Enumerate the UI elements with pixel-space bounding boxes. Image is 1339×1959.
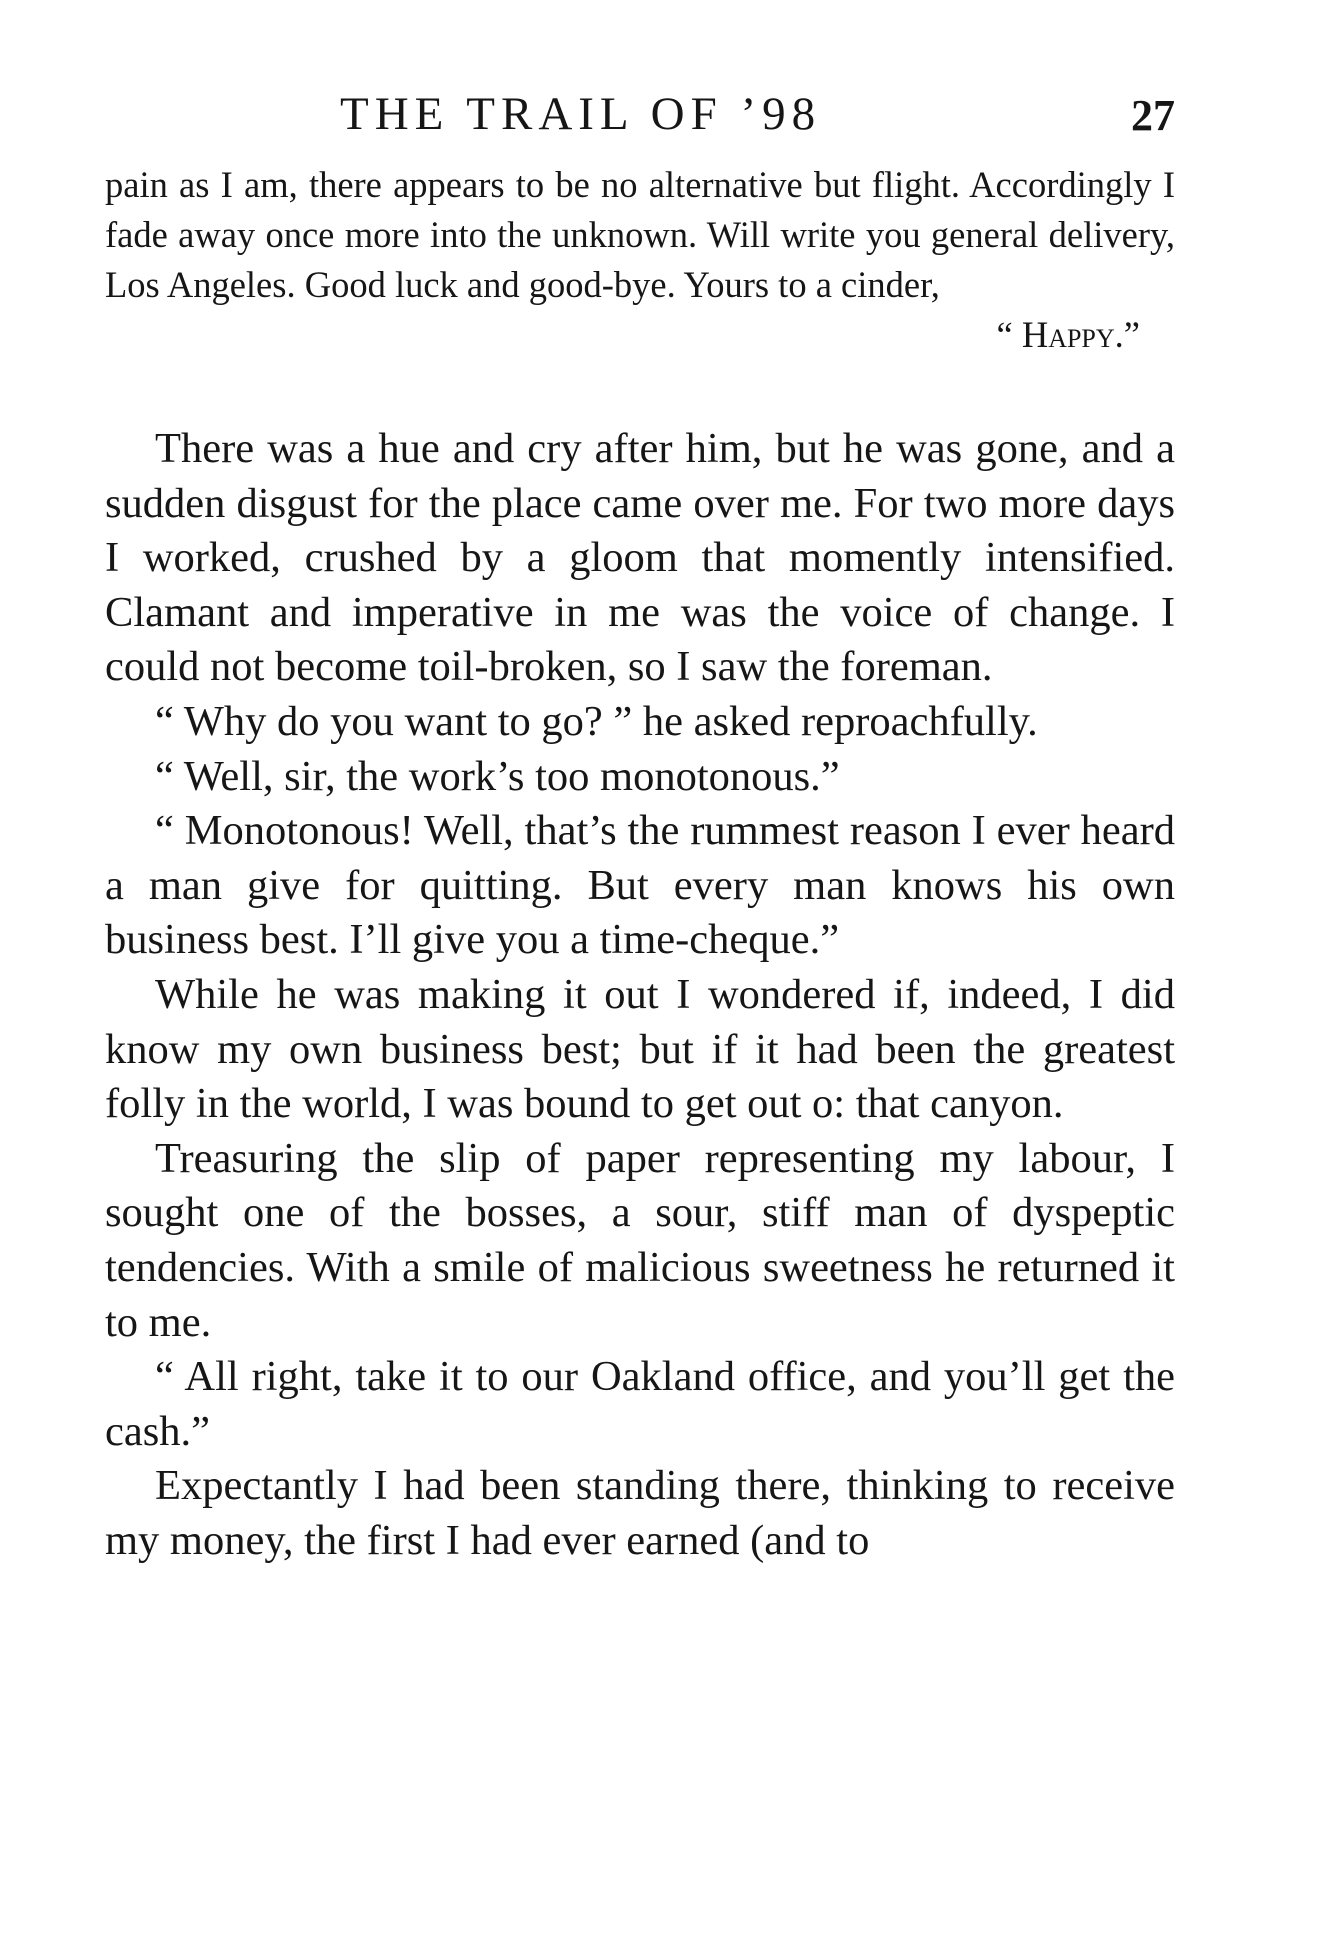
book-page	[105, 88, 1175, 1568]
paragraph-6: Treasuring the slip of paper representing my labour, I sought one of the bosses, a sour, stiff man of dyspeptic tendencies. With a smile of malicious sweetness he returned it to me.	[105, 1134, 1175, 1346]
letter-paragraph: pain as I am, there appears to be no alternative but flight. Accordingly I fade away once more into the unknown. Will write you general delivery, Los Angeles. Good luck and good-bye. Yours to a cinder,	[105, 164, 1175, 305]
paragraph-7: “ All right, take it to our Oakland office, and you’ll get the cash.”	[105, 1353, 1175, 1455]
paragraph-4: “ Monotonous! Well, that’s the rummest reason I ever heard a man give for quitting. But every man knows his own business best. I’ll give you a time-cheque.”	[105, 807, 1175, 964]
paragraph-3: “ Well, sir, the work’s too monotonous.”	[155, 752, 840, 800]
letter-excerpt	[105, 160, 1175, 360]
running-title: THE TRAIL OF ’98	[340, 88, 822, 140]
paragraph-2: “ Why do you want to go? ” he asked reproachfully.	[155, 697, 1038, 745]
paragraph-5: While he was making it out I wondered if, indeed, I did know my own business best; but if it had been the greatest folly in the world, I was bound to get out o: that canyon.	[105, 970, 1175, 1128]
paragraph-1: There was a hue and cry after him, but he was gone, and a sudden disgust for the place came over me. For two more days I worked, crushed by a gloom that momently intensified. Clamant and imperative in me was the voice of change. I could not become toil-broken, so I saw the foreman.	[105, 425, 1175, 691]
page-number: 27	[1131, 91, 1175, 140]
body-text	[105, 422, 1175, 1568]
letter-signature: “ Happy.”	[996, 314, 1140, 355]
paragraph-8: Expectantly I had been standing there, thinking to receive my money, the first I had ever earned (and to	[105, 1462, 1175, 1564]
running-head	[105, 88, 1175, 148]
